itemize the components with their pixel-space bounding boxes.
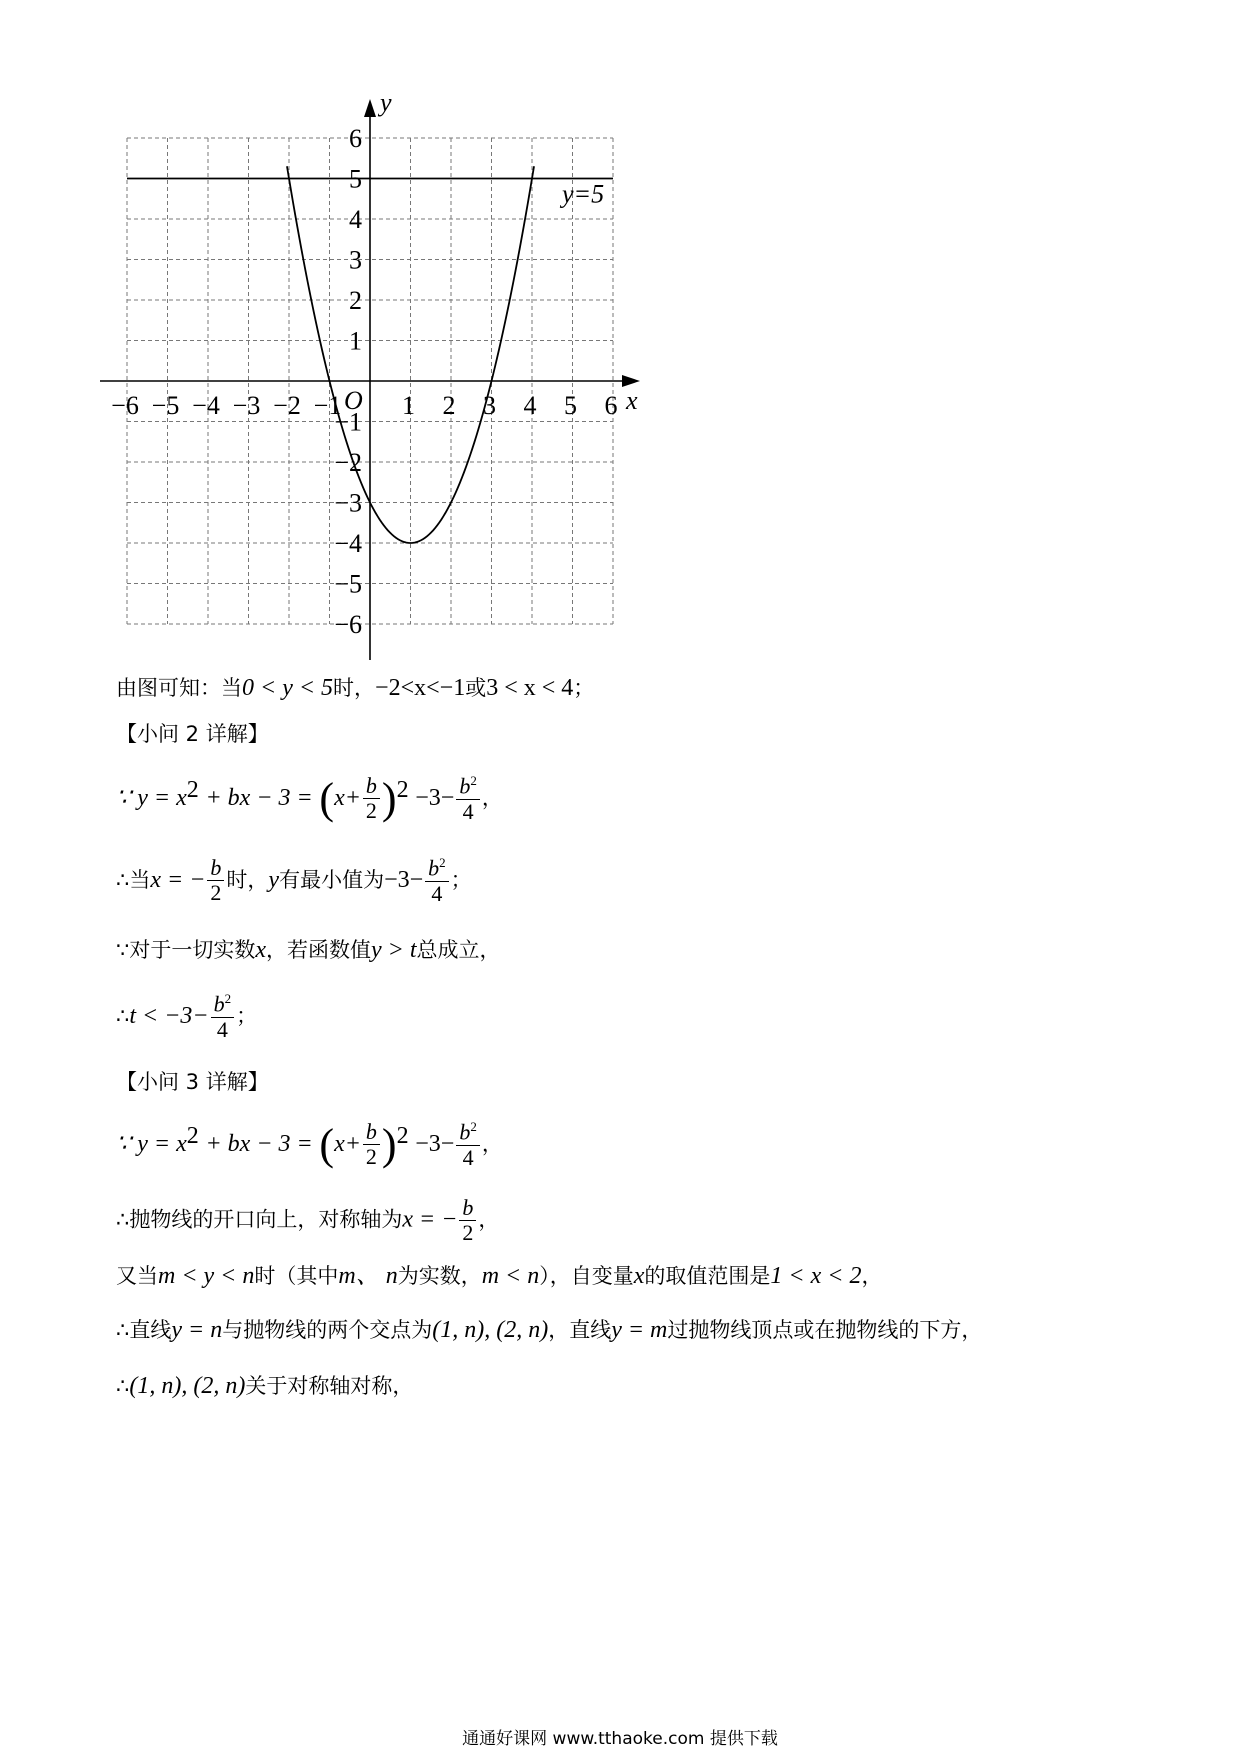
conclusion-line: 由图可知：当0 < y < 5时，−2<x<−1或3 < x < 4；	[116, 675, 595, 701]
y-tick-label: −2	[334, 448, 362, 477]
y-tick-label: −5	[334, 569, 362, 599]
y-tick-label: 5	[349, 164, 362, 194]
y-axis-label: y	[380, 95, 392, 117]
x-tick-label: −1	[313, 391, 342, 420]
y-tick-label: 1	[349, 326, 362, 356]
x-tick-label: 6	[604, 391, 618, 420]
x-axis-label: x	[626, 386, 638, 415]
range-line: 又当m < y < n时（其中m、 n为实数，m < n），自变量x的取值范围是1 < x < 2，	[116, 1263, 883, 1289]
x-tick-label: 5	[564, 391, 577, 420]
x-tick-label: 1	[402, 391, 415, 420]
parabola-graph	[100, 95, 740, 755]
y-tick-label: −6	[334, 610, 362, 639]
y-tick-label: −3	[334, 488, 362, 518]
section-heading-2: 【小问 2 详解】	[116, 722, 269, 746]
equation-line-1: ∵ $y = x^2$ + bx − 3 = (x+ $\frac{b}{2}$ )$^2$ −3− $\frac{b^2}{4}$ ，	[116, 773, 503, 824]
t-range-line: ∴t < −3− $\frac{b^2}{4}$ ；	[116, 991, 258, 1042]
axes	[100, 99, 640, 660]
y-tick-label: −1	[334, 407, 362, 437]
line-label: y=5	[562, 179, 605, 209]
symmetry-line: ∴(1, n), (2, n)关于对称轴对称，	[116, 1373, 414, 1399]
section-heading-3: 【小问 3 详解】	[116, 1070, 269, 1094]
x-tick-label: −5	[151, 391, 180, 420]
origin-label: O	[344, 386, 363, 415]
y-tick-label: −4	[334, 529, 362, 558]
x-tick-label: −2	[273, 391, 301, 420]
tick-labels	[111, 95, 638, 639]
equation-line-2: ∵ $y = x^2$ + bx − 3 = (x+ $\frac{b}{2}$ )$^2$ −3− $\frac{b^2}{4}$ ，	[116, 1119, 503, 1170]
y-tick-label: 6	[349, 124, 362, 153]
y-tick-label: 2	[349, 286, 362, 315]
condition-line: ∵对于一切实数x，若函数值y > t总成立，	[116, 937, 501, 963]
x-tick-label: 3	[483, 391, 496, 420]
y-tick-label: 3	[349, 245, 362, 275]
axis-of-symmetry-line: ∴抛物线的开口向上，对称轴为x = − $\frac{b}{2}$ ，	[116, 1195, 500, 1246]
x-tick-label: −6	[111, 391, 139, 420]
intersection-line: ∴直线y = n与抛物线的两个交点为(1, n), (2, n)，直线y = m过抛物线顶点或在抛物线的下方，	[116, 1317, 983, 1343]
footer-text: 通通好课网 www.tthaoke.com 提供下载	[462, 1729, 778, 1749]
min-value-line: ∴当x = − $\frac{b}{2}$ 时，y有最小值为−3− $\frac{b^2}{4}$ ；	[116, 855, 472, 906]
x-tick-label: −3	[232, 391, 261, 420]
y-axis-arrow	[364, 99, 376, 117]
x-tick-label: 4	[523, 391, 537, 420]
x-tick-label: 2	[442, 391, 456, 420]
x-tick-label: −4	[192, 391, 220, 420]
y-tick-label: 4	[349, 205, 362, 234]
